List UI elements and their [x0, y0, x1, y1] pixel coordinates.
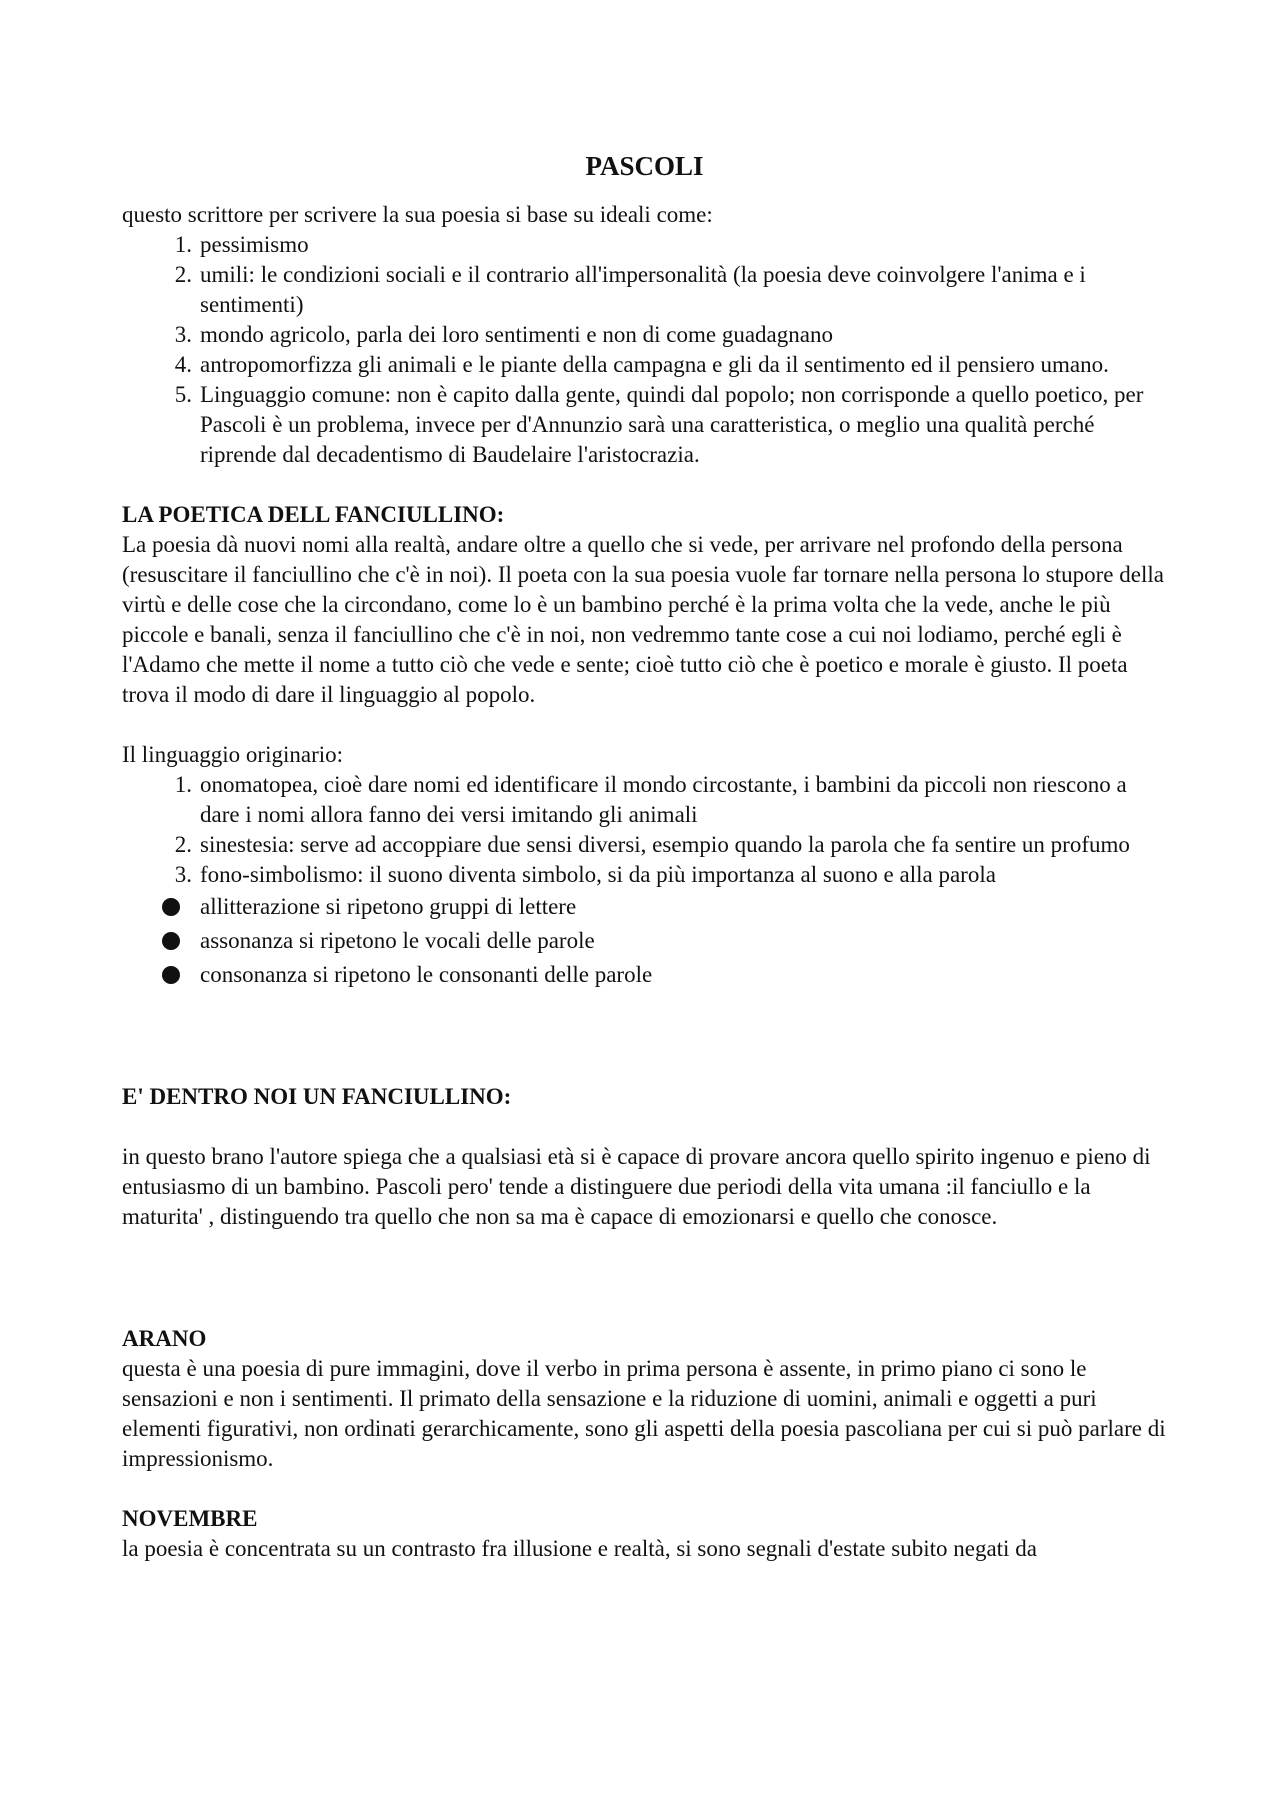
list-number: 1.: [174, 772, 192, 797]
spacer: [122, 470, 1167, 500]
list-item: [122, 260, 1167, 320]
list-item: [122, 830, 1167, 860]
document-content: [122, 148, 1167, 1564]
list-number: 2.: [174, 832, 192, 857]
list-item: [122, 860, 1167, 890]
linguaggio-list: [122, 770, 1167, 890]
page-title: PASCOLI: [585, 151, 704, 181]
list-number: 2.: [174, 262, 192, 287]
list-item-text: onomatopea, cioè dare nomi ed identificare il mondo circostante, i bambini da piccoli non riescono a dare i nomi allora fanno dei versi imitando gli animali: [200, 772, 1127, 827]
poetica-paragraph: La poesia dà nuovi nomi alla realtà, andare oltre a quello che si vede, per arrivare nel profondo della persona (resuscitare il fanciullino che c'è in noi). Il poeta con la sua poesia vuole far tornare nella persona lo stupore della virtù e delle cose che la circondano, come lo è un bambino perché è la prima volta che la vede, anche le più piccole e banali, senza il fanciullino che c'è in noi, non vedremmo tante cose a cui noi lodiamo, perché egli è l'Adamo che mette il nome a tutto ciò che vede e sente; cioè tutto ciò che è poetico e morale è giusto. Il poeta trova il modo di dare il linguaggio al popolo.: [122, 532, 1164, 707]
bullet-item-text: consonanza si ripetono le consonanti delle parole: [200, 962, 653, 987]
list-item-text: antropomorfizza gli animali e le piante della campagna e gli da il sentimento ed il pensiero umano.: [200, 352, 1109, 377]
list-number: 3.: [174, 862, 192, 887]
section-heading-poetica: LA POETICA DELL FANCIULLINO:: [122, 502, 505, 527]
list-number: 5.: [174, 382, 192, 407]
list-item-text: mondo agricolo, parla dei loro sentimenti e non di come guadagnano: [200, 322, 833, 347]
bullet-item-text: allitterazione si ripetono gruppi di lettere: [200, 894, 577, 919]
list-item: [122, 380, 1167, 470]
section-heading-fanciullino: E' DENTRO NOI UN FANCIULLINO:: [122, 1084, 512, 1109]
bullet-item: [122, 890, 1167, 924]
spacer: [122, 1112, 1167, 1142]
section-heading-novembre: NOVEMBRE: [122, 1506, 258, 1531]
bullet-item: [122, 958, 1167, 992]
section-heading-arano: ARANO: [122, 1326, 207, 1351]
ideals-list: [122, 230, 1167, 470]
bullet-dot-icon: [162, 898, 180, 916]
list-item: [122, 320, 1167, 350]
list-item-text: Linguaggio comune: non è capito dalla gente, quindi dal popolo; non corrisponde a quello poetico, per Pascoli è un problema, invece per d'Annunzio sarà una caratteristica, o meglio una qualità perché riprende dal decadentismo di Baudelaire l'aristocrazia.: [200, 382, 1144, 467]
list-number: 4.: [174, 352, 192, 377]
novembre-paragraph: la poesia è concentrata su un contrasto fra illusione e realtà, si sono segnali d'estate subito negati da: [122, 1536, 1037, 1561]
list-item: [122, 770, 1167, 830]
bullet-dot-icon: [162, 932, 180, 950]
list-item-text: umili: le condizioni sociali e il contrario all'impersonalità (la poesia deve coinvolgere l'anima e i sentimenti): [200, 262, 1086, 317]
fanciullino-paragraph: in questo brano l'autore spiega che a qualsiasi età si è capace di provare ancora quello spirito ingenuo e pieno di entusiasmo di un bambino. Pascoli pero' tende a distinguere due periodi della vita umana :il fanciullo e la maturita' , distinguendo tra quello che non sa ma è capace di emozionarsi e quello che conosce.: [122, 1144, 1151, 1229]
spacer: [122, 1474, 1167, 1504]
spacer: [122, 1232, 1167, 1324]
list-number: 3.: [174, 322, 192, 347]
list-item-text: pessimismo: [200, 232, 309, 257]
spacer: [122, 710, 1167, 740]
spacer: [122, 992, 1167, 1082]
list-item-text: sinestesia: serve ad accoppiare due sensi diversi, esempio quando la parola che fa sentire un profumo: [200, 832, 1130, 857]
bullet-item-text: assonanza si ripetono le vocali delle parole: [200, 928, 595, 953]
figures-bullet-list: [122, 890, 1167, 992]
list-number: 1.: [174, 232, 192, 257]
arano-paragraph: questa è una poesia di pure immagini, dove il verbo in prima persona è assente, in primo piano ci sono le sensazioni e non i sentimenti. Il primato della sensazione e la riduzione di uomini, animali e oggetti a puri elementi figurativi, non ordinati gerarchicamente, sono gli aspetti della poesia pascoliana per cui si può parlare di impressionismo.: [122, 1356, 1166, 1471]
bullet-dot-icon: [162, 966, 180, 984]
intro-paragraph: questo scrittore per scrivere la sua poesia si base su ideali come:: [122, 202, 713, 227]
bullet-item: [122, 924, 1167, 958]
list-item-text: fono-simbolismo: il suono diventa simbolo, si da più importanza al suono e alla parola: [200, 862, 996, 887]
list-item: [122, 230, 1167, 260]
linguaggio-intro: Il linguaggio originario:: [122, 742, 344, 767]
list-item: [122, 350, 1167, 380]
